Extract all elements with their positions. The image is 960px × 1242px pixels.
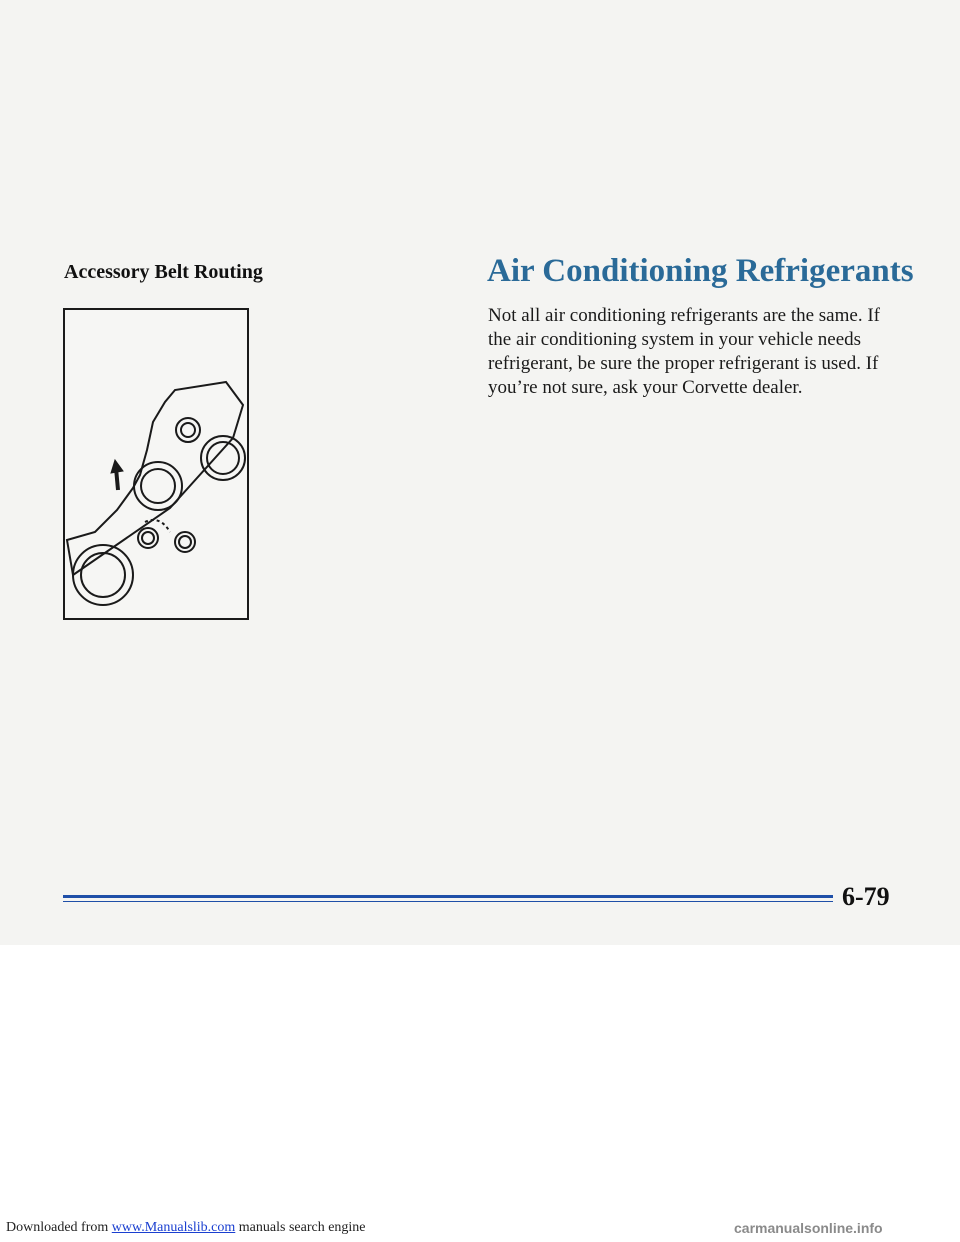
footer-prefix: Downloaded from	[6, 1220, 112, 1235]
belt-direction-arrow-icon	[111, 460, 123, 490]
power-steering-pulley-inner	[207, 442, 239, 474]
refrigerant-paragraph: Not all air conditioning refrigerants are the same. If the air conditioning system in your vehicle needs refrigerant, be sure the proper refrigerant is used. If you’re not sure, ask your Corvette dealer.	[488, 305, 880, 398]
footer-suffix: manuals search engine	[235, 1220, 366, 1235]
crankshaft-pulley-inner	[81, 553, 125, 597]
belt-routing-diagram	[63, 308, 249, 620]
alternator-pulley-inner	[141, 469, 175, 503]
tensioner-pulley-inner	[142, 532, 154, 544]
footer-rule-thin	[63, 901, 833, 902]
site-watermark: carmanualsonline.info	[734, 1220, 883, 1236]
page-number: 6-79	[842, 882, 890, 911]
download-footer	[6, 1220, 366, 1236]
footer-rule-thick	[63, 895, 833, 898]
water-pump-pulley-inner	[179, 536, 191, 548]
belt-routing-diagram-drawing	[65, 310, 247, 618]
belt-routing-heading: Accessory Belt Routing	[64, 261, 263, 283]
manualslib-link[interactable]: www.Manualslib.com	[111, 1220, 236, 1235]
idler-pulley-top-inner	[181, 423, 195, 437]
idler-pulley-top	[176, 418, 200, 442]
section-title: Air Conditioning Refrigerants	[487, 253, 914, 289]
